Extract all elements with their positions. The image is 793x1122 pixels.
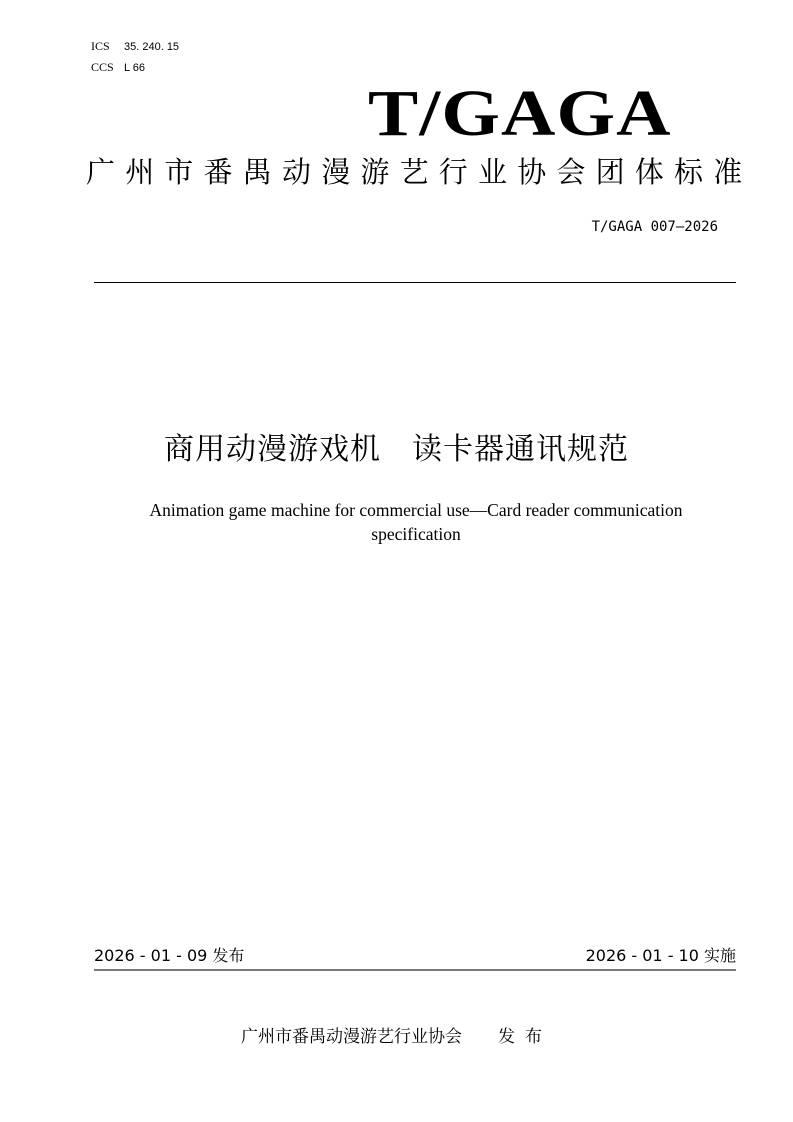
ccs-code <box>91 60 145 75</box>
standard-number: T/GAGA 007—2026 <box>591 219 718 235</box>
standard-type-heading: 广州市番禺动漫游艺行业协会团体标准 <box>86 155 753 189</box>
publisher-organization: 广州市番禺动漫游艺行业协会 <box>241 1027 462 1047</box>
document-title-chinese: 商用动漫游戏机 读卡器通讯规范 <box>164 432 629 467</box>
ics-value: 35. 240. 15 <box>124 41 180 53</box>
bottom-divider <box>94 969 736 971</box>
ccs-label: CCS <box>91 60 114 74</box>
ics-label: ICS <box>91 39 110 53</box>
document-title-english: Animation game machine for commercial use—Card reader communication specification <box>149 500 683 544</box>
standard-logo: T/GAGA <box>368 77 672 150</box>
ccs-value: L 66 <box>124 62 146 74</box>
top-divider <box>94 282 736 283</box>
implementation-date: 2026 - 01 - 10 实施 <box>585 946 736 965</box>
publisher-action: 发布 <box>498 1027 552 1047</box>
issue-date: 2026 - 01 - 09 发布 <box>94 946 245 965</box>
publisher-line <box>241 1025 552 1049</box>
ics-code <box>91 39 179 54</box>
